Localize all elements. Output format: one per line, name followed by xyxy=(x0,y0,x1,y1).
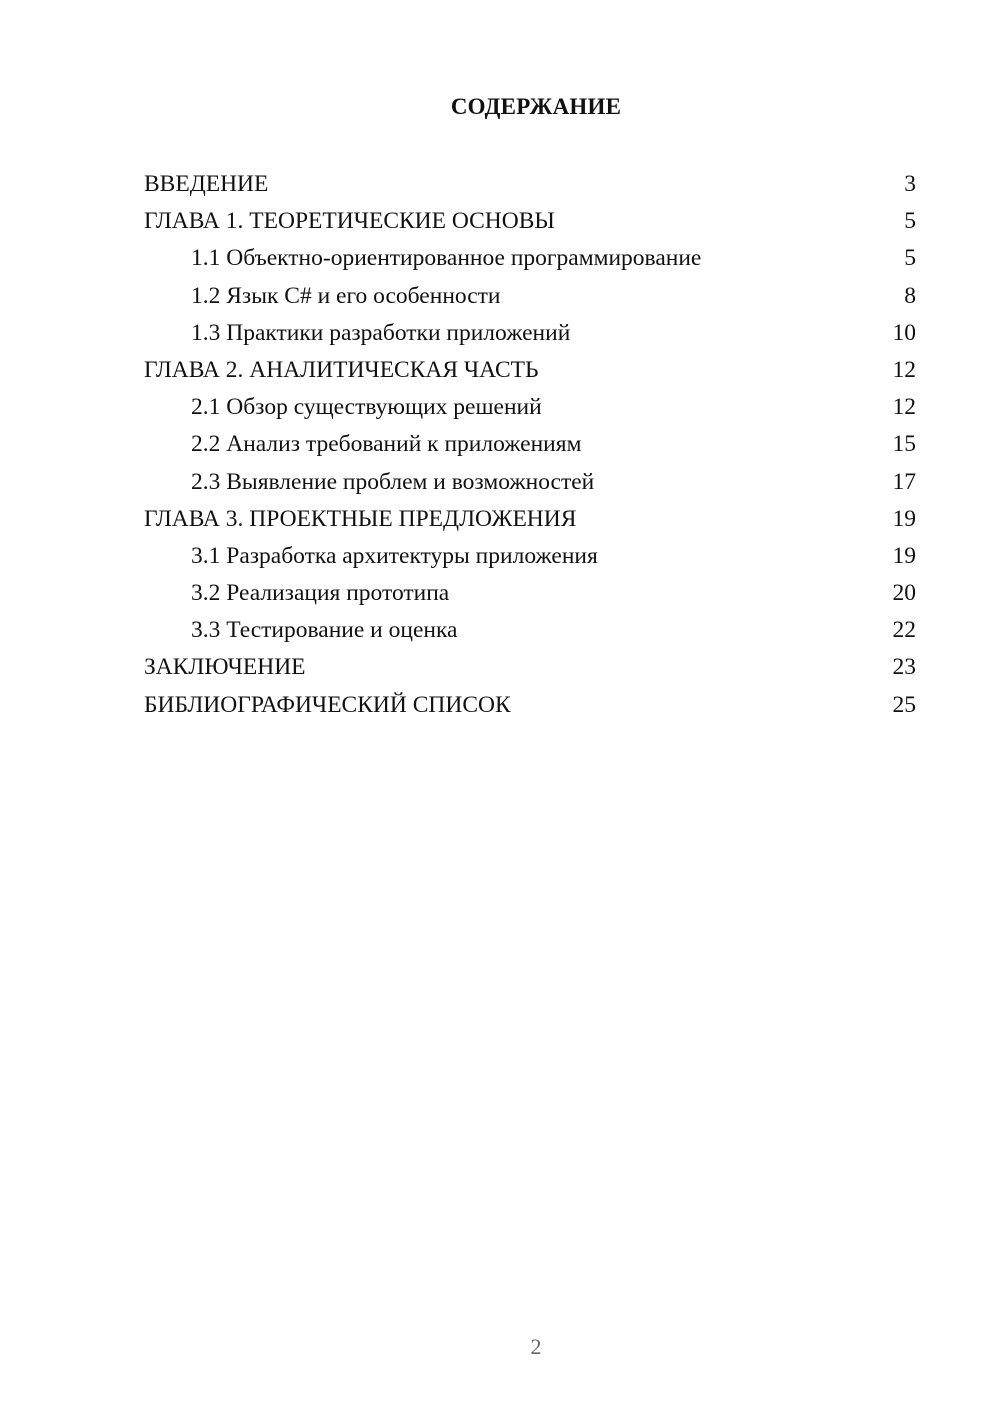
toc-entry-label: 3.2 Реализация прототипа xyxy=(191,580,450,607)
toc-entry-label: 1.1 Объектно-ориентированное программирование xyxy=(191,245,702,272)
toc-entry xyxy=(144,240,920,277)
toc-entry-page: 3 xyxy=(904,171,916,197)
toc-entry-page: 15 xyxy=(892,431,916,458)
toc-entry-label: 1.3 Практики разработки приложений xyxy=(191,319,571,346)
toc-entry-label: 1.2 Язык C# и его особенности xyxy=(191,282,501,309)
toc-entry xyxy=(144,687,920,724)
toc-entry-label: 3.3 Тестирование и оценка xyxy=(191,617,458,644)
page-title: СОДЕРЖАНИЕ xyxy=(450,94,622,119)
toc-entry xyxy=(144,501,920,538)
toc-entry xyxy=(144,352,920,389)
table-of-contents xyxy=(144,166,920,724)
toc-entry-page: 5 xyxy=(904,208,916,235)
toc-entry xyxy=(144,575,920,612)
toc-entry-page: 17 xyxy=(892,468,916,495)
toc-entry xyxy=(144,649,920,686)
toc-entry-page: 25 xyxy=(892,691,916,718)
toc-entry-page: 19 xyxy=(892,542,916,569)
toc-entry-page: 5 xyxy=(904,245,916,272)
toc-entry-page: 22 xyxy=(892,617,916,644)
toc-entry-page: 8 xyxy=(904,282,916,309)
toc-entry-label: 2.3 Выявление проблем и возможностей xyxy=(191,468,595,495)
toc-entry-label: ГЛАВА 3. ПРОЕКТНЫЕ ПРЕДЛОЖЕНИЯ xyxy=(144,505,577,532)
toc-entry-label: ВВЕДЕНИЕ xyxy=(144,171,269,197)
toc-entry-page: 23 xyxy=(892,654,916,681)
toc-entry-page: 10 xyxy=(892,319,916,346)
toc-entry-page: 12 xyxy=(892,356,916,383)
toc-entry-label: БИБЛИОГРАФИЧЕСКИЙ СПИСОК xyxy=(144,691,511,718)
page-number: 2 xyxy=(530,1334,542,1359)
toc-entry-label: 2.1 Обзор существующих решений xyxy=(191,394,542,421)
toc-entry-page: 12 xyxy=(892,394,916,421)
toc-entry xyxy=(144,389,920,426)
toc-entry-label: ГЛАВА 1. ТЕОРЕТИЧЕСКИЕ ОСНОВЫ xyxy=(144,208,555,235)
toc-entry-label: 2.2 Анализ требований к приложениям xyxy=(191,431,582,458)
toc-entry xyxy=(144,538,920,575)
toc-entry xyxy=(144,315,920,352)
toc-entry-label: 3.1 Разработка архитектуры приложения xyxy=(191,542,598,569)
toc-entry xyxy=(144,278,920,315)
toc-entry xyxy=(144,166,920,203)
toc-entry-label: ГЛАВА 2. АНАЛИТИЧЕСКАЯ ЧАСТЬ xyxy=(144,356,539,383)
toc-entry-page: 19 xyxy=(892,505,916,532)
toc-entry xyxy=(144,464,920,501)
toc-entry xyxy=(144,426,920,463)
toc-entry-page: 20 xyxy=(892,580,916,607)
toc-entry xyxy=(144,612,920,649)
toc-entry-label: ЗАКЛЮЧЕНИЕ xyxy=(144,654,306,681)
toc-entry xyxy=(144,203,920,240)
